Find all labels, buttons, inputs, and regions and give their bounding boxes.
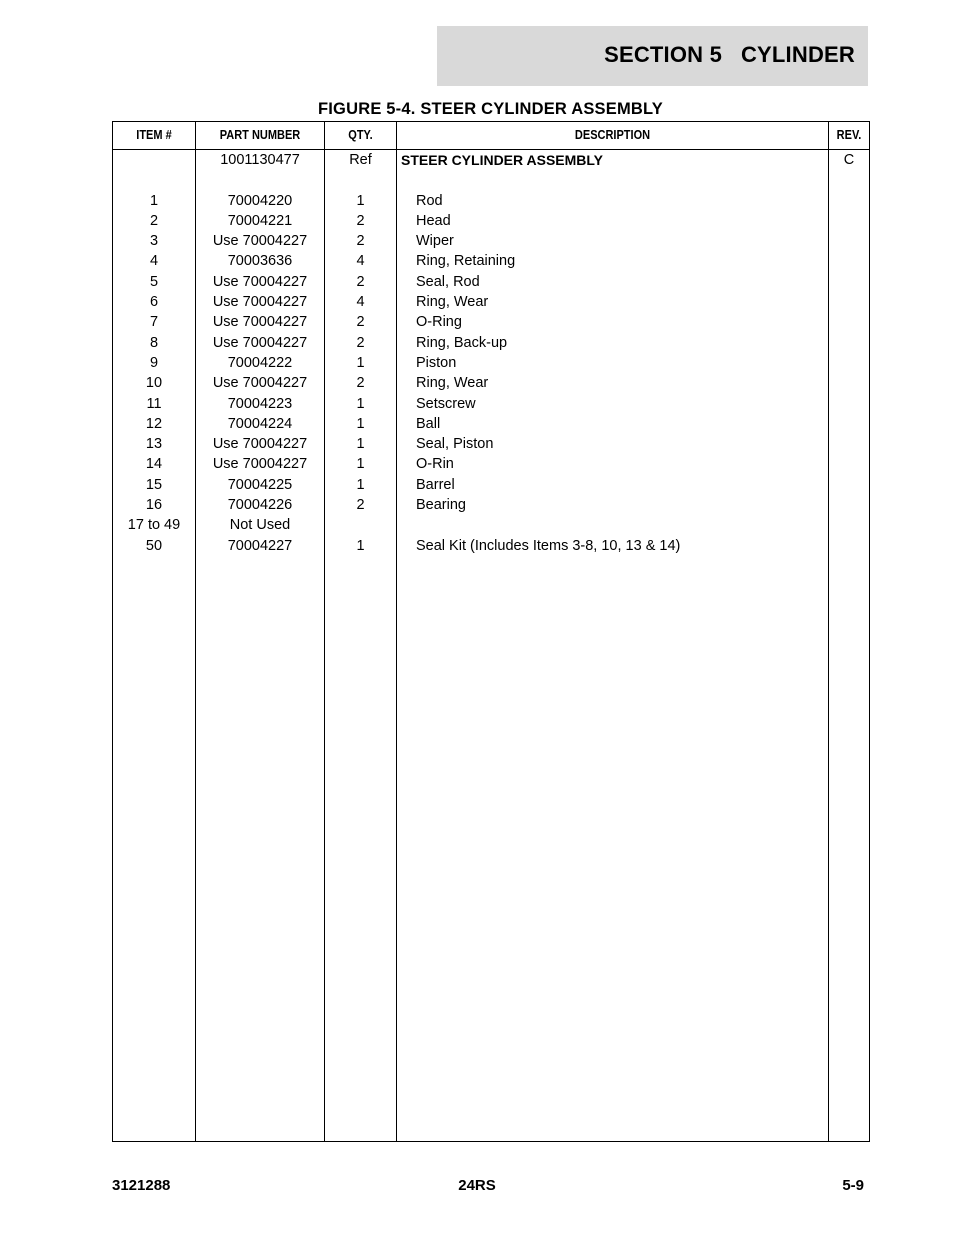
qty-cell: Ref <box>349 152 372 168</box>
table-row <box>113 191 869 211</box>
item-cell: 1 <box>149 192 159 209</box>
header-rev: REV. <box>836 128 862 142</box>
part-number-cell: Use 70004227 <box>212 334 308 351</box>
qty-cell: 4 <box>356 253 365 270</box>
table-row <box>113 495 869 515</box>
part-number-cell: Not Used <box>229 517 291 534</box>
description-cell: Setscrew <box>416 395 476 412</box>
item-cell: 10 <box>145 375 163 392</box>
description-cell: Seal, Rod <box>416 273 480 290</box>
description-cell: Ring, Wear <box>416 375 489 392</box>
description-cell: Ring, Wear <box>416 294 489 311</box>
table-row <box>113 414 869 434</box>
description-cell: Piston <box>416 354 457 371</box>
table-row <box>113 211 869 231</box>
rev-cell: C <box>843 152 855 168</box>
description-cell: Barrel <box>416 476 455 493</box>
table-row <box>113 394 869 414</box>
item-cell: 4 <box>149 253 159 270</box>
page-number: 5-9 <box>842 1177 864 1194</box>
description-cell: Ball <box>416 415 441 432</box>
qty-cell: 1 <box>356 476 365 493</box>
item-cell: 9 <box>149 354 159 371</box>
table-row <box>113 373 869 393</box>
table-row <box>113 333 869 353</box>
part-number-cell: Use 70004227 <box>212 273 308 290</box>
part-number-cell: 70004225 <box>227 476 293 493</box>
description-cell: STEER CYLINDER ASSEMBLY <box>401 152 603 168</box>
description-cell: Bearing <box>416 497 466 514</box>
part-rows <box>113 191 869 556</box>
header-qty: QTY. <box>348 128 373 142</box>
description-cell: O-Rin <box>416 456 454 473</box>
table-row <box>113 475 869 495</box>
table-row <box>113 292 869 312</box>
table-row <box>113 312 869 332</box>
row-spacer <box>113 170 869 190</box>
item-cell: 6 <box>149 294 159 311</box>
table-row <box>113 454 869 474</box>
description-cell: Seal Kit (Includes Items 3-8, 10, 13 & 14) <box>416 537 681 554</box>
qty-cell: 2 <box>356 233 365 250</box>
description-cell: Wiper <box>416 233 454 250</box>
part-number-cell: Use 70004227 <box>212 233 308 250</box>
qty-cell: 4 <box>356 294 365 311</box>
header-item: ITEM # <box>136 128 172 142</box>
description-cell: Head <box>416 212 451 229</box>
section-banner <box>437 26 868 86</box>
table-row <box>113 515 869 535</box>
header-description: DESCRIPTION <box>574 128 651 142</box>
table-row <box>113 353 869 373</box>
item-cell: 11 <box>146 395 162 412</box>
part-number-cell: 70004227 <box>227 537 293 554</box>
item-cell: 8 <box>149 334 159 351</box>
qty-cell: 2 <box>356 334 365 351</box>
assembly-row <box>113 150 869 170</box>
description-cell: Seal, Piston <box>416 436 494 453</box>
parts-table <box>112 121 870 1142</box>
section-title: SECTION 5 CYLINDER <box>604 42 855 67</box>
part-number-cell: 70004220 <box>227 192 293 209</box>
document-number: 3121288 <box>112 1177 171 1194</box>
table-body <box>113 150 869 556</box>
qty-cell: 1 <box>356 415 365 432</box>
description-cell: Ring, Retaining <box>416 253 516 270</box>
part-number-cell: Use 70004227 <box>212 294 308 311</box>
table-row <box>113 536 869 556</box>
description-cell: O-Ring <box>416 314 462 331</box>
qty-cell: 2 <box>356 212 365 229</box>
item-cell: 17 to 49 <box>127 517 181 534</box>
item-cell: 14 <box>145 456 163 473</box>
qty-cell: 1 <box>356 436 365 453</box>
qty-cell: 1 <box>356 354 365 371</box>
table-row <box>113 272 869 292</box>
description-cell: Ring, Back-up <box>416 334 508 351</box>
item-cell: 13 <box>145 436 163 453</box>
qty-cell: 1 <box>356 192 365 209</box>
table-row <box>113 434 869 454</box>
table-row <box>113 231 869 251</box>
description-cell: Rod <box>416 192 443 209</box>
part-number-cell: Use 70004227 <box>212 314 308 331</box>
item-cell: 2 <box>149 212 159 229</box>
part-number-cell: 70004226 <box>227 497 293 514</box>
item-cell: 12 <box>145 415 163 432</box>
table-row <box>113 251 869 271</box>
part-number-cell: Use 70004227 <box>212 436 308 453</box>
qty-cell: 2 <box>356 497 365 514</box>
qty-cell: 2 <box>356 273 365 290</box>
item-cell: 5 <box>149 273 159 290</box>
item-cell: 7 <box>149 314 159 331</box>
model-name: 24RS <box>458 1177 496 1194</box>
item-cell: 16 <box>145 497 163 514</box>
qty-cell: 2 <box>356 314 365 331</box>
part-number-cell: 70003636 <box>227 253 293 270</box>
part-number-cell: 70004222 <box>227 354 293 371</box>
part-number-cell: 70004224 <box>227 415 293 432</box>
figure-title: FIGURE 5-4. STEER CYLINDER ASSEMBLY <box>317 100 663 118</box>
qty-cell: 2 <box>356 375 365 392</box>
header-part-number: PART NUMBER <box>219 128 301 142</box>
qty-cell: 1 <box>356 537 365 554</box>
item-cell: 15 <box>145 476 163 493</box>
item-cell: 50 <box>145 537 163 554</box>
item-cell: 3 <box>149 233 159 250</box>
part-number-cell: 1001130477 <box>220 152 300 168</box>
part-number-cell: 70004221 <box>227 212 293 229</box>
part-number-cell: Use 70004227 <box>212 375 308 392</box>
part-number-cell: Use 70004227 <box>212 456 308 473</box>
qty-cell: 1 <box>356 456 365 473</box>
part-number-cell: 70004223 <box>227 395 293 412</box>
qty-cell: 1 <box>356 395 365 412</box>
